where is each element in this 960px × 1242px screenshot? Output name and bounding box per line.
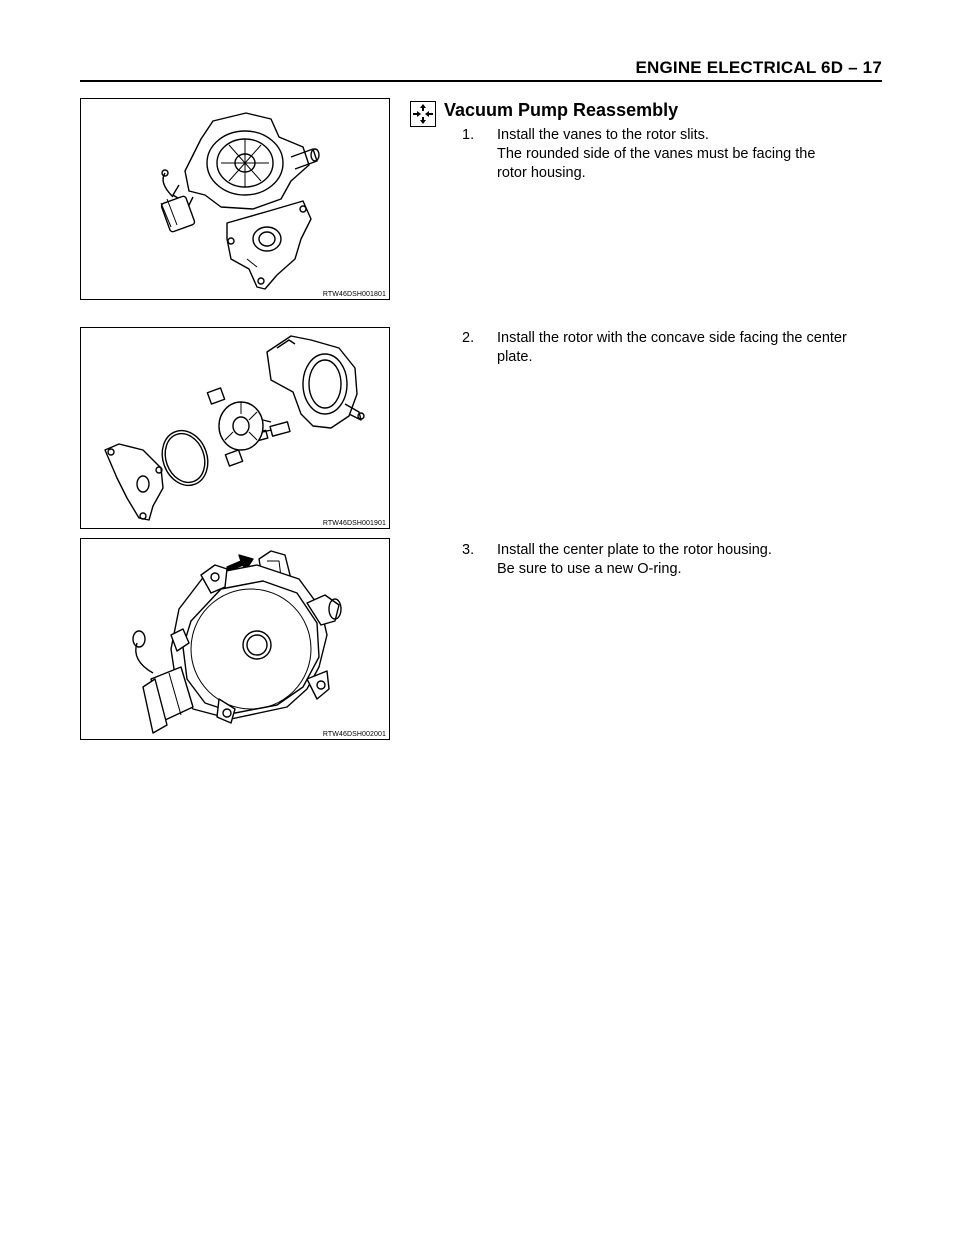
page-title: ENGINE ELECTRICAL 6D – 17	[635, 58, 882, 77]
step-text-line: rotor housing.	[497, 165, 586, 181]
figure-1	[80, 98, 390, 300]
figure-2	[80, 327, 390, 529]
step-text-line: plate.	[497, 349, 533, 365]
reassembly-arrows-icon	[410, 101, 436, 127]
vacuum-pump-exploded-illustration	[81, 328, 391, 530]
vacuum-pump-housing-illustration	[81, 99, 391, 301]
page-header	[80, 58, 882, 82]
section-title: Vacuum Pump Reassembly	[444, 100, 679, 120]
step-text-line: Install the center plate to the rotor housing.	[497, 542, 772, 558]
vacuum-pump-assembled-illustration	[81, 539, 391, 741]
step-1	[462, 126, 882, 183]
step-number: 2.	[462, 330, 475, 346]
step-text-line: Install the vanes to the rotor slits.	[497, 127, 709, 143]
step-text-line: Be sure to use a new O-ring.	[497, 561, 682, 577]
figure-code: RTW46DSH001801	[322, 291, 386, 298]
figure-code: RTW46DSH002001	[322, 731, 386, 738]
step-number: 3.	[462, 542, 475, 558]
step-text-line: The rounded side of the vanes must be facing the	[497, 146, 816, 162]
figure-3	[80, 538, 390, 740]
step-number: 1.	[462, 127, 475, 143]
step-3	[462, 541, 882, 579]
step-text-line: Install the rotor with the concave side facing the center	[497, 330, 847, 346]
figure-code: RTW46DSH001901	[322, 520, 386, 527]
step-2	[462, 329, 882, 367]
